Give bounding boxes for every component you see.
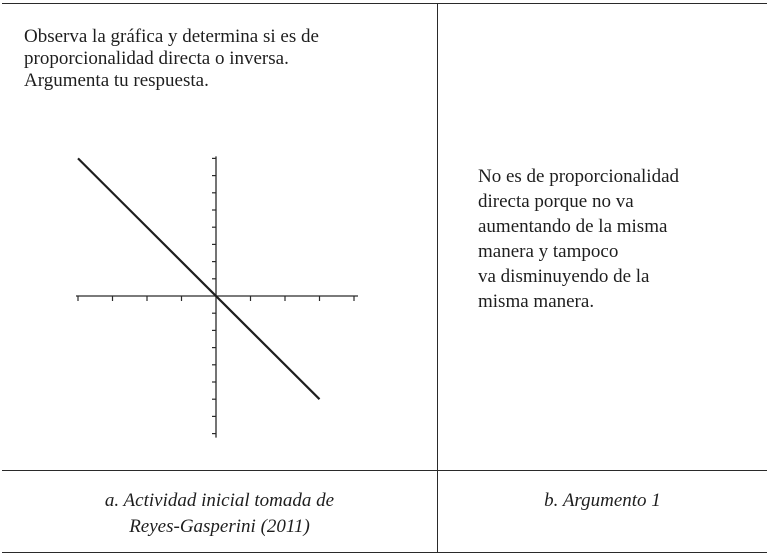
figure-table bbox=[2, 3, 767, 553]
caption-a bbox=[2, 488, 437, 540]
answer-line-1: No es de proporcionalidad bbox=[478, 166, 680, 187]
answer-line-5: va disminuyendo de la bbox=[478, 266, 650, 287]
caption-b bbox=[438, 488, 767, 514]
activity-prompt bbox=[24, 26, 424, 92]
caption-a-line-2: Reyes-Gasperini (2011) bbox=[129, 516, 310, 537]
answer-line-3: aumentando de la misma bbox=[478, 216, 668, 237]
caption-divider bbox=[2, 470, 767, 471]
answer-line-4: manera y tampoco bbox=[478, 241, 619, 262]
graph-line bbox=[78, 158, 320, 399]
answer-line-6: misma manera. bbox=[478, 291, 595, 312]
prompt-line-2: proporcionalidad directa o inversa. bbox=[24, 48, 289, 69]
linear-graph bbox=[62, 104, 382, 454]
prompt-line-1: Observa la gráfica y determina si es de bbox=[24, 26, 319, 47]
answer-line-2: directa porque no va bbox=[478, 191, 634, 212]
prompt-line-3: Argumenta tu respuesta. bbox=[24, 70, 209, 91]
caption-a-line-1: a. Actividad inicial tomada de bbox=[104, 490, 335, 511]
argument-text bbox=[478, 164, 758, 314]
caption-b-line-1: b. Argumento 1 bbox=[544, 490, 661, 511]
